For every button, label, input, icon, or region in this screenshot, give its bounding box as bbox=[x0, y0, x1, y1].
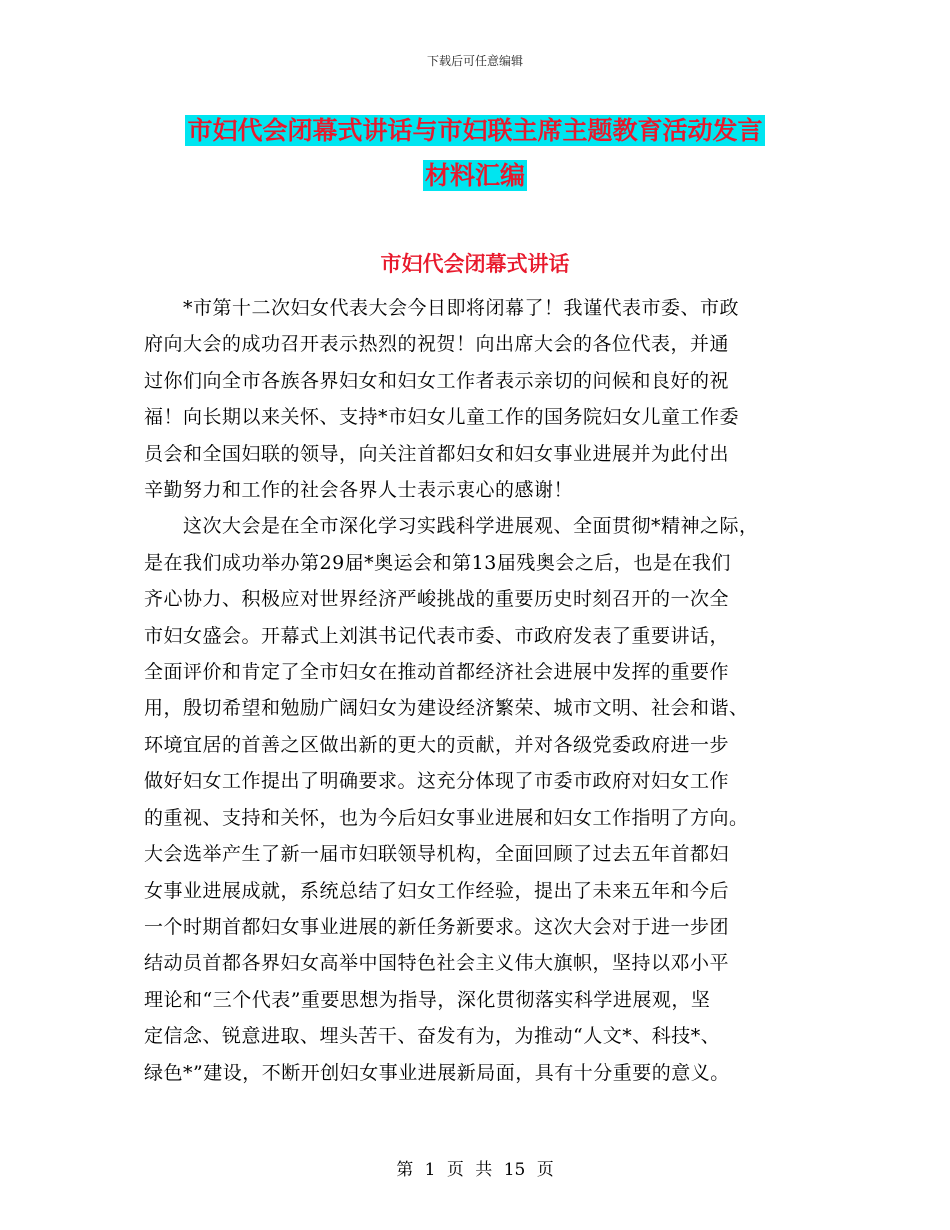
document-title bbox=[0, 108, 950, 198]
header-note: 下载后可任意编辑 bbox=[426, 54, 523, 68]
body-line: 这次大会是在全市深化学习实践科学进展观、全面贯彻*精神之际， bbox=[144, 515, 759, 538]
body-line: 的重视、支持和关怀，也为今后妇女事业进展和妇女工作指明了方向。 bbox=[144, 806, 749, 829]
document-title-line-2: 材料汇编 bbox=[424, 161, 525, 190]
body-line: 定信念、锐意进取、埋头苦干、奋发有为，为推动“人文*、科技*、 bbox=[144, 1025, 721, 1048]
body-line: 理论和“三个代表”重要思想为指导，深化贯彻落实科学进展观，坚 bbox=[144, 988, 711, 1011]
body-line: 环境宜居的首善之区做出新的更大的贡献，并对各级党委政府进一步 bbox=[144, 733, 730, 756]
body-line: 用，殷切希望和勉励广阔妇女为建设经济繁荣、城市文明、社会和谐、 bbox=[144, 697, 749, 720]
body-line: 员会和全国妇联的领导，向关注首都妇女和妇女事业进展并为此付出 bbox=[144, 442, 730, 465]
body-line: 齐心协力、积极应对世界经济严峻挑战的重要历史时刻召开的一次全 bbox=[144, 588, 730, 611]
page-indicator: 第 1 页 共 15 页 bbox=[396, 1160, 554, 1180]
document-body bbox=[144, 290, 824, 1091]
body-line: 过你们向全市各族各界妇女和妇女工作者表示亲切的问候和良好的祝 bbox=[144, 369, 730, 392]
body-line: *市第十二次妇女代表大会今日即将闭幕了！我谨代表市委、市政 bbox=[144, 297, 740, 319]
body-line: 绿色*”建设，不断开创妇女事业进展新局面，具有十分重要的意义。 bbox=[144, 1061, 730, 1084]
body-line: 结动员首都各界妇女高举中国特色社会主义伟大旗帜，坚持以邓小平 bbox=[144, 952, 730, 975]
body-line: 一个时期首都妇女事业进展的新任务新要求。这次大会对于进一步团 bbox=[144, 915, 730, 938]
body-line: 市妇女盛会。开幕式上刘淇书记代表市委、市政府发表了重要讲话， bbox=[144, 624, 730, 647]
body-line: 辛勤努力和工作的社会各界人士表示衷心的感谢！ bbox=[144, 479, 574, 502]
body-line: 大会选举产生了新一届市妇联领导机构，全面回顾了过去五年首都妇 bbox=[144, 843, 730, 866]
body-line: 女事业进展成就，系统总结了妇女工作经验，提出了未来五年和今后 bbox=[144, 879, 730, 902]
body-line: 全面评价和肯定了全市妇女在推动首都经济社会进展中发挥的重要作 bbox=[144, 661, 730, 684]
document-title-line-1: 市妇代会闭幕式讲话与市妇联主席主题教育活动发言 bbox=[187, 116, 763, 145]
section-title: 市妇代会闭幕式讲话 bbox=[380, 252, 570, 276]
body-line: 府向大会的成功召开表示热烈的祝贺！向出席大会的各位代表，并通 bbox=[144, 333, 730, 356]
body-line: 福！向长期以来关怀、支持*市妇女儿童工作的国务院妇女儿童工作委 bbox=[144, 406, 740, 429]
body-line: 是在我们成功举办第29届*奥运会和第13届残奥会之后，也是在我们 bbox=[144, 551, 731, 574]
body-line: 做好妇女工作提出了明确要求。这充分体现了市委市政府对妇女工作 bbox=[144, 770, 730, 793]
